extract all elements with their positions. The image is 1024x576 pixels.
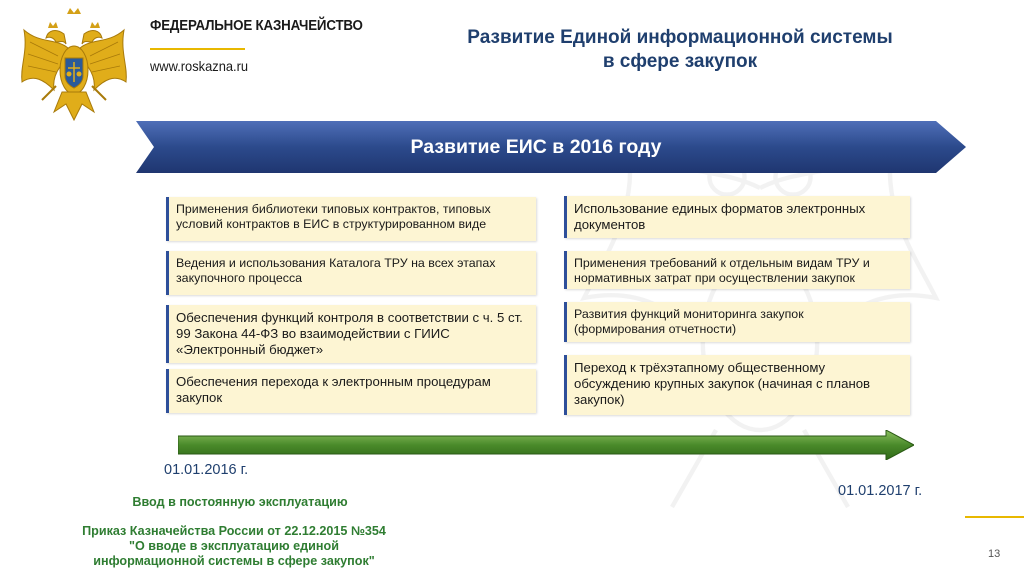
end-date: 01.01.2017 г. <box>838 483 923 499</box>
order-reference: Приказ Казначейства России от 22.12.2015 №354 "О вводе в эксплуатацию единой информационной системы в сфере закупок" <box>82 524 386 568</box>
page-number: 13 <box>988 548 1001 560</box>
left-item-3: Обеспечения функций контроля в соответствии с ч. 5 ст. 99 Закона 44-ФЗ во взаимодействии с ГИИС «Электронный бюджет» <box>166 305 536 363</box>
double-headed-eagle-icon <box>18 8 130 126</box>
left-item-4: Обеспечения перехода к электронным процедурам закупок <box>166 369 536 413</box>
right-item-2: Применения требований к отдельным видам ТРУ и нормативных затрат при осуществлении закупок <box>564 251 910 289</box>
website-link[interactable]: www.roskazna.ru <box>150 58 249 74</box>
page-title: Развитие Единой информационной системы в сфере закупок <box>467 27 893 72</box>
right-item-4: Переход к трёхэтапному общественному обсуждению крупных закупок (начиная с планов закупок) <box>564 355 910 415</box>
start-date: 01.01.2016 г. <box>164 462 249 478</box>
banner-title: Развитие ЕИС в 2016 году <box>410 136 662 158</box>
timeline-arrow <box>178 430 914 460</box>
operation-note: Ввод в постоянную эксплуатацию <box>132 495 348 509</box>
right-item-1: Использование единых форматов электронных документов <box>564 196 910 238</box>
header-divider <box>150 48 245 50</box>
right-item-3: Развития функций мониторинга закупок (формирования отчетности) <box>564 302 910 342</box>
footer-divider <box>965 516 1024 518</box>
left-item-2: Ведения и использования Каталога ТРУ на всех этапах закупочного процесса <box>166 251 536 295</box>
left-item-1: Применения библиотеки типовых контрактов, типовых условий контрактов в ЕИС в структурированном виде <box>166 197 536 241</box>
org-name: ФЕДЕРАЛЬНОЕ КАЗНАЧЕЙСТВО <box>150 18 363 34</box>
